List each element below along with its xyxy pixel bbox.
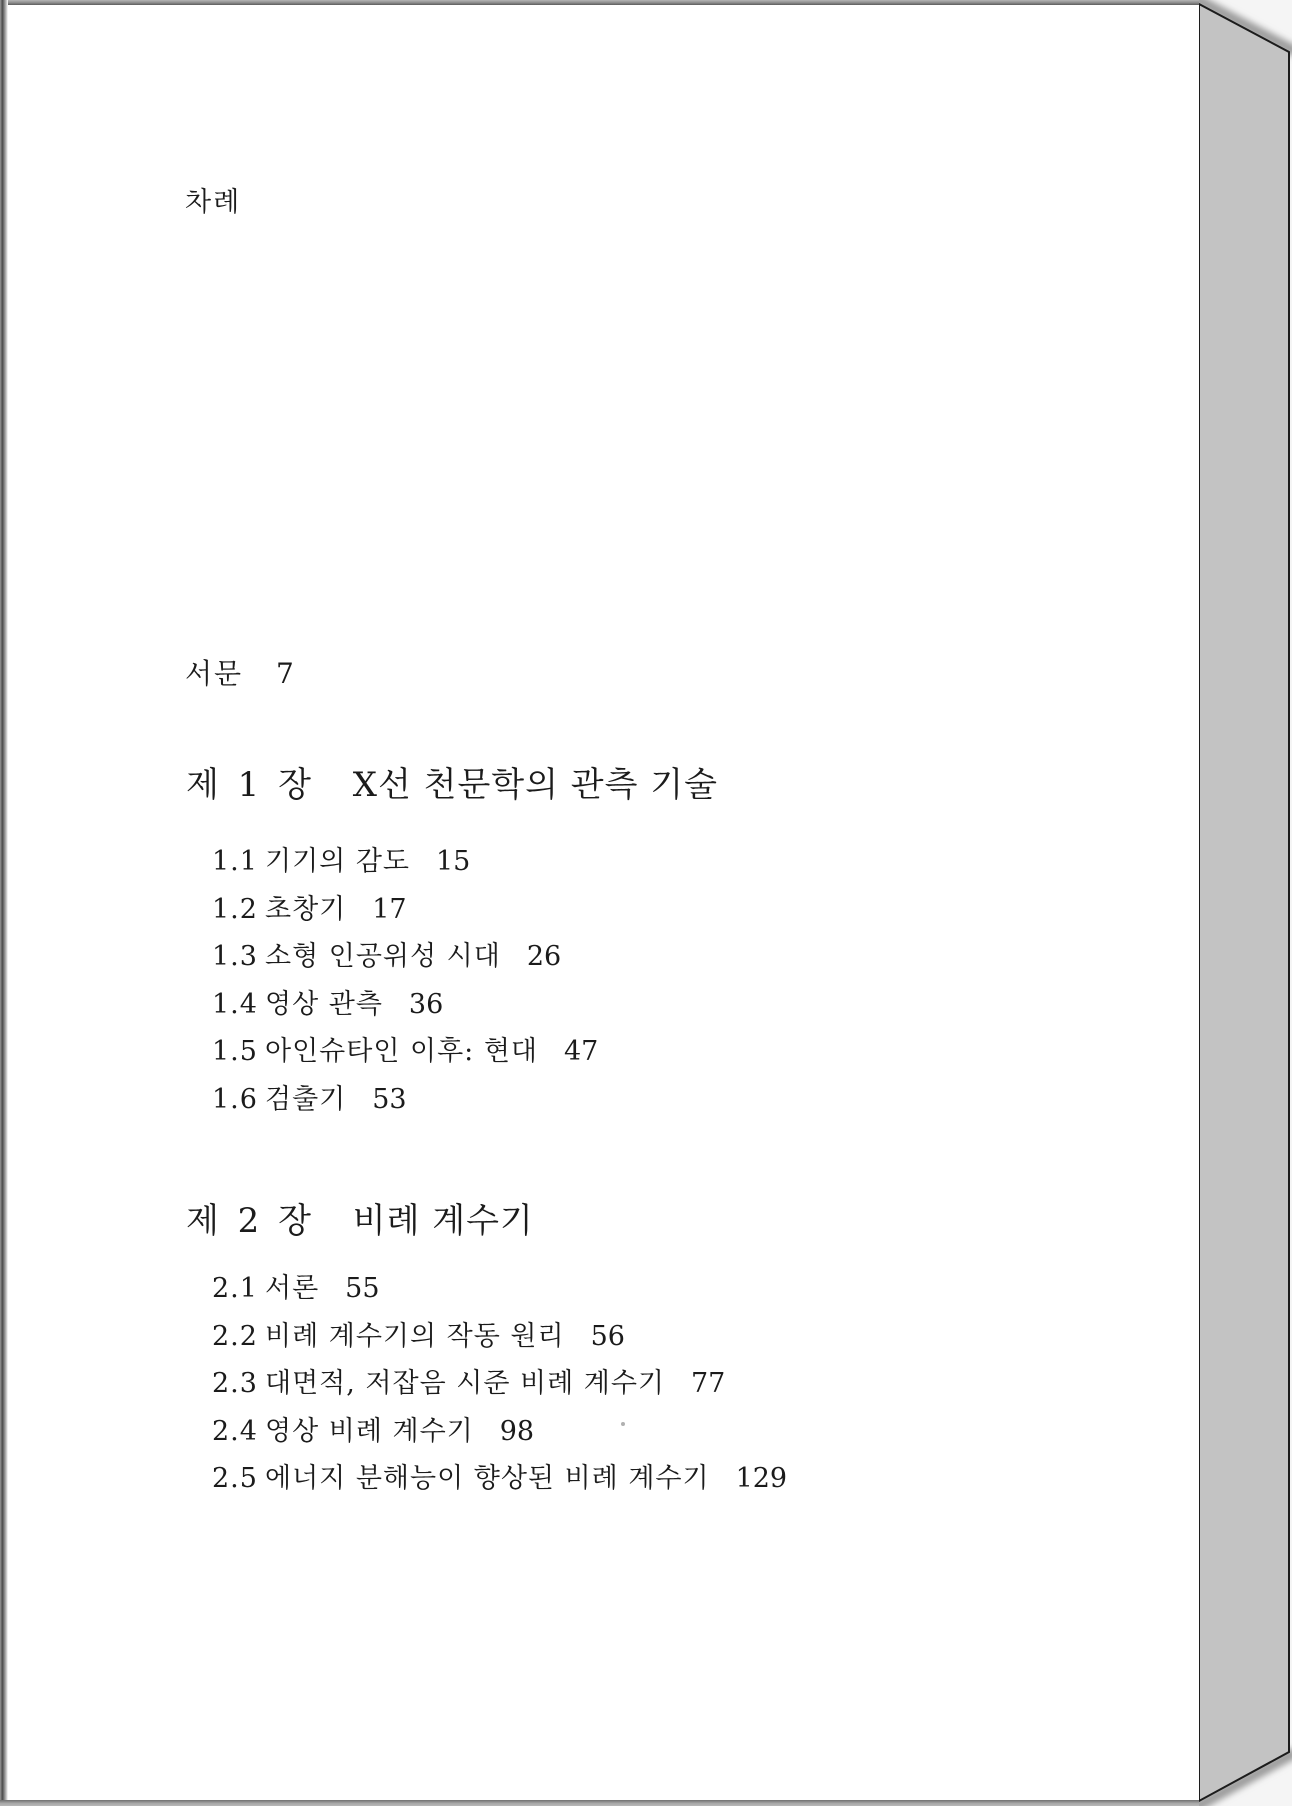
entry-number: 1.5 bbox=[212, 1036, 258, 1067]
chapter-1-heading bbox=[186, 757, 718, 806]
entry-number: 2.1 bbox=[212, 1273, 258, 1304]
entry-title: 소형 인공위성 시대 bbox=[265, 941, 501, 972]
entry-title: 영상 비례 계수기 bbox=[265, 1415, 474, 1447]
chapter-1-label: 제 1 장 bbox=[186, 765, 315, 805]
entry-page-number: 129 bbox=[735, 1463, 788, 1494]
entry-title: 검출기 bbox=[265, 1083, 347, 1115]
entry-page-number: 26 bbox=[526, 941, 562, 972]
chapter-1-items bbox=[212, 838, 598, 1123]
preface-entry bbox=[185, 652, 294, 692]
entry-page-number: 98 bbox=[499, 1415, 535, 1447]
toc-entry bbox=[212, 838, 598, 886]
entry-page-number: 53 bbox=[372, 1083, 407, 1115]
chapter-2-title: 비례 계수기 bbox=[352, 1201, 534, 1241]
entry-number: 2.5 bbox=[212, 1463, 258, 1494]
entry-number: 2.4 bbox=[212, 1415, 258, 1447]
toc-entry bbox=[212, 886, 598, 934]
toc-entry bbox=[212, 933, 598, 981]
entry-number: 2.3 bbox=[212, 1368, 258, 1399]
toc-entry bbox=[212, 1313, 787, 1361]
chapter-1-title: X선 천문학의 관측 기술 bbox=[352, 765, 718, 805]
toc-entry bbox=[212, 1028, 598, 1076]
entry-number: 1.2 bbox=[212, 893, 258, 925]
scan-speck bbox=[621, 1422, 625, 1426]
preface-label: 서문 bbox=[185, 657, 244, 690]
entry-number: 2.2 bbox=[212, 1320, 258, 1352]
toc-entry bbox=[212, 1360, 787, 1408]
entry-title: 초창기 bbox=[265, 893, 347, 925]
entry-page-number: 55 bbox=[345, 1273, 380, 1304]
entry-title: 에너지 분해능이 향상된 비례 계수기 bbox=[265, 1463, 710, 1494]
toc-title: 차례 bbox=[185, 187, 242, 218]
entry-title: 비례 계수기의 작동 원리 bbox=[265, 1320, 565, 1352]
entry-title: 기기의 감도 bbox=[265, 846, 410, 877]
entry-title: 아인슈타인 이후: 현대 bbox=[265, 1036, 538, 1067]
entry-number: 1.1 bbox=[212, 846, 258, 877]
chapter-2-heading bbox=[186, 1193, 534, 1242]
toc-entry bbox=[212, 1408, 787, 1456]
entry-title: 대면적, 저잡음 시준 비례 계수기 bbox=[265, 1368, 665, 1399]
fore-edge-polygon bbox=[1199, 4, 1289, 1801]
entry-page-number: 47 bbox=[564, 1036, 599, 1067]
entry-title: 영상 관측 bbox=[265, 988, 383, 1020]
toc-entry bbox=[212, 1265, 787, 1313]
entry-page-number: 17 bbox=[372, 893, 407, 925]
toc-entry bbox=[212, 1076, 598, 1124]
toc-entry bbox=[212, 981, 598, 1029]
preface-page-number: 7 bbox=[276, 657, 294, 690]
chapter-2-items bbox=[212, 1265, 787, 1503]
entry-page-number: 77 bbox=[690, 1368, 726, 1399]
entry-number: 1.3 bbox=[212, 941, 258, 972]
entry-page-number: 56 bbox=[590, 1320, 625, 1352]
entry-number: 1.4 bbox=[212, 988, 258, 1020]
chapter-2-label: 제 2 장 bbox=[186, 1201, 315, 1241]
toc-entry bbox=[212, 1455, 787, 1503]
entry-page-number: 15 bbox=[436, 846, 471, 877]
entry-title: 서론 bbox=[265, 1273, 320, 1304]
entry-page-number: 36 bbox=[408, 988, 444, 1020]
entry-number: 1.6 bbox=[212, 1083, 258, 1115]
